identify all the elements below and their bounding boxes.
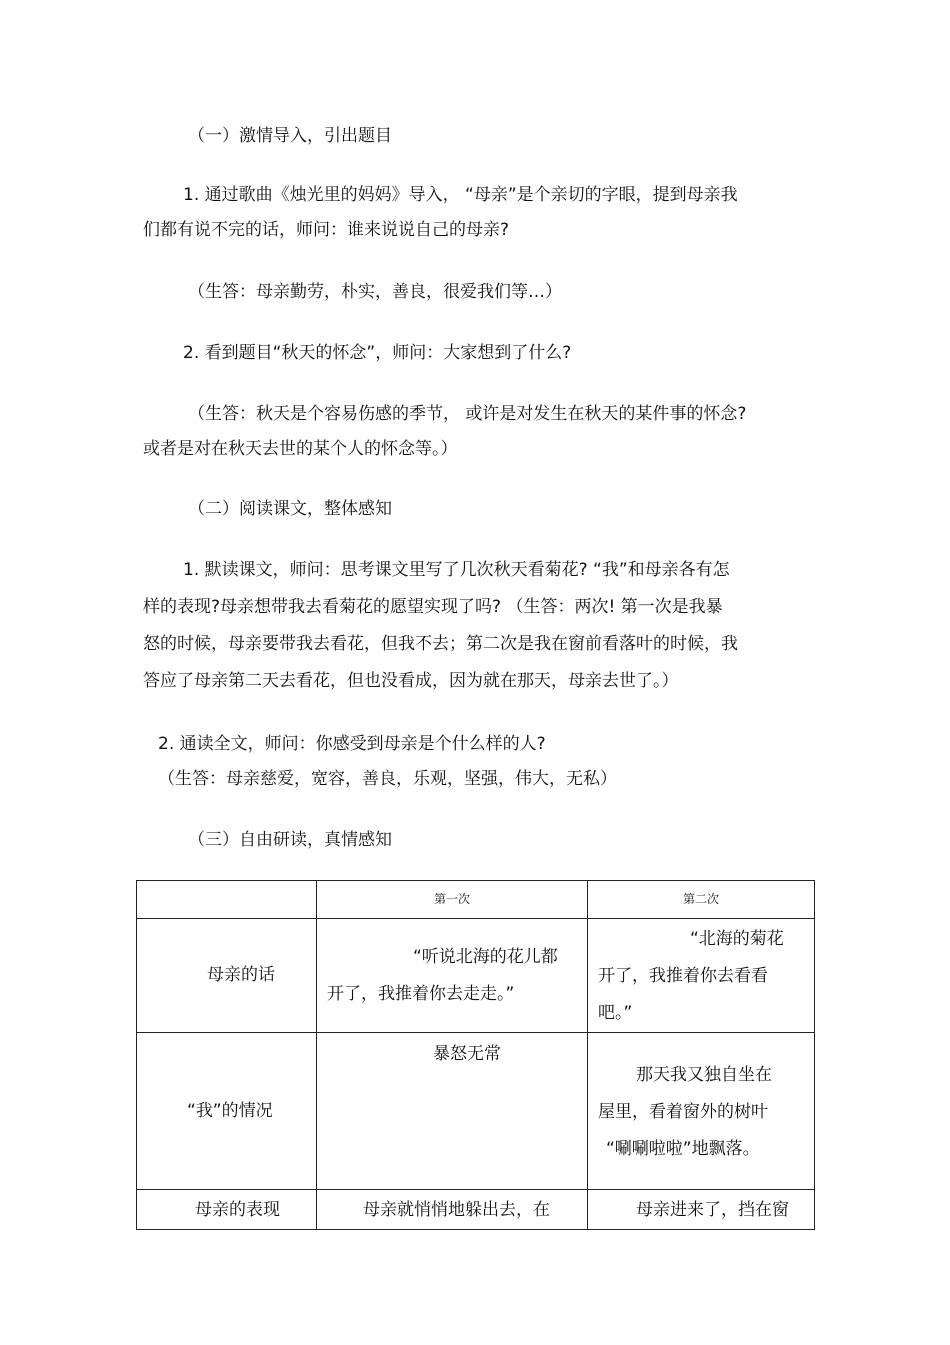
cell-text: 吧。” (598, 1003, 633, 1023)
paragraph: 答应了母亲第二天去看花，但也没看成，因为就在那天，母亲去世了。） (143, 671, 679, 691)
row-label: 母亲的表现 (195, 1200, 280, 1220)
table-row (137, 1190, 815, 1230)
table-cell (588, 1190, 815, 1230)
student-answer: （生答：母亲慈爱，宽容，善良，乐观，坚强，伟大，无私） (158, 769, 617, 789)
row-label: “我”的情况 (187, 1101, 273, 1121)
table-cell (317, 1033, 588, 1190)
section-heading-3: （三）自由研读，真情感知 (188, 830, 392, 850)
table-cell (588, 1033, 815, 1190)
cell-text: 屋里，看着窗外的树叶 (598, 1102, 768, 1122)
table-corner-cell (137, 881, 317, 919)
table-row (137, 919, 815, 1033)
cell-text: “唰唰啦啦”地飘落。 (606, 1139, 760, 1159)
paragraph: 们都有说不完的话，师问：谁来说说自己的母亲? (143, 220, 510, 240)
student-answer: （生答：秋天是个容易伤感的季节， 或许是对发生在秋天的某件事的怀念? (188, 404, 747, 424)
paragraph: 2. 通读全文，师问：你感受到母亲是个什么样的人? (158, 734, 546, 754)
table-row (137, 1033, 815, 1190)
header-second: 第二次 (682, 892, 719, 906)
paragraph: 2. 看到题目“秋天的怀念”，师问：大家想到了什么? (183, 343, 572, 363)
cell-text: 母亲就悄悄地躲出去，在 (363, 1200, 550, 1220)
table-cell (317, 919, 588, 1033)
cell-text: 那天我又独自坐在 (636, 1065, 772, 1085)
cell-text: 母亲进来了，挡在窗 (636, 1200, 789, 1220)
cell-text: 开了，我推着你去看看 (598, 966, 768, 986)
table-header-cell (317, 881, 588, 919)
header-first: 第一次 (433, 892, 470, 906)
table-header-row (137, 881, 815, 919)
row-label: 母亲的话 (207, 965, 275, 985)
table-header-cell (588, 881, 815, 919)
student-answer: （生答：母亲勤劳，朴实，善良，很爱我们等…） (188, 282, 562, 302)
section-heading-1: （一）激情导入，引出题目 (188, 126, 392, 146)
table-cell (588, 919, 815, 1033)
comparison-table (136, 880, 815, 1230)
cell-text: “听说北海的花儿都 (413, 947, 558, 967)
cell-text: “北海的菊花 (690, 929, 784, 949)
cell-text: 暴怒无常 (433, 1044, 501, 1064)
table-cell (317, 1190, 588, 1230)
paragraph: 1. 默读课文，师问：思考课文里写了几次秋天看菊花? “我”和母亲各有怎 (183, 560, 730, 580)
paragraph: 怒的时候，母亲要带我去看花，但我不去；第二次是我在窗前看落叶的时候，我 (143, 634, 738, 654)
section-heading-2: （二）阅读课文，整体感知 (188, 499, 392, 519)
cell-text: 开了，我推着你去走走。” (327, 984, 515, 1004)
paragraph: 1. 通过歌曲《烛光里的妈妈》导入， “母亲”是个亲切的字眼，提到母亲我 (183, 185, 738, 205)
row-label-cell (137, 1033, 317, 1190)
student-answer: 或者是对在秋天去世的某个人的怀念等。） (143, 439, 458, 459)
row-label-cell (137, 919, 317, 1033)
row-label-cell (137, 1190, 317, 1230)
paragraph: 样的表现?母亲想带我去看菊花的愿望实现了吗? （生答：两次! 第一次是我暴 (143, 597, 723, 617)
